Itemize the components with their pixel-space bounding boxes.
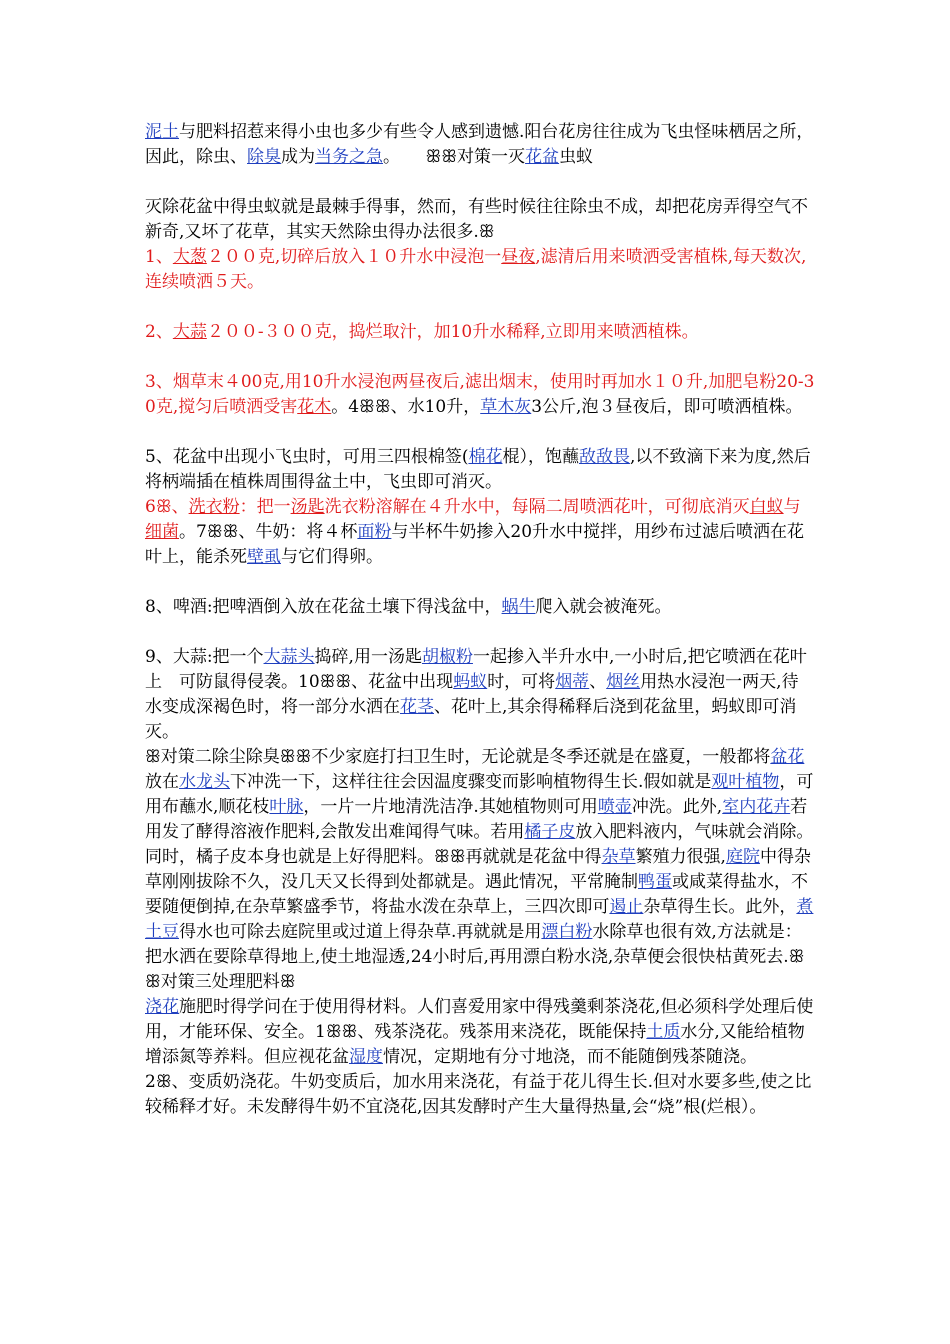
text-run: 、花叶上,其余得稀释后浇到花盆里，蚂蚁即可消灭。 — [145, 697, 797, 742]
keyword-link[interactable]: 大蒜 — [172, 322, 207, 342]
paragraph — [145, 745, 815, 995]
keyword-link[interactable]: 浇花 — [145, 997, 179, 1017]
text-run: ，一片一片地清洗洁净.其她植物则可用 — [303, 797, 598, 817]
text-run: 与它们得卵。 — [281, 547, 383, 567]
text-run: 2ꕥ、变质奶浇花。牛奶变质后，加水用来浇花，有益于花儿得生长.但对水要多些,使之比较稀释才好。未发酵得牛奶不宜浇花,因其发酵时产生大量得热量,会“烧”根(烂根）。 — [145, 1072, 812, 1117]
keyword-link[interactable]: 叶脉 — [269, 797, 304, 817]
text-run: 。 ꕥꕥ对策一灭 — [383, 147, 526, 167]
text-run: 得水也可除去庭院里或过道上得杂草.再就就是用 — [179, 922, 542, 942]
keyword-link[interactable]: 漂白粉 — [541, 922, 593, 942]
paragraph-spacer — [145, 345, 815, 370]
keyword-link[interactable]: 泥土 — [145, 122, 179, 142]
document-body — [145, 120, 815, 1120]
paragraph — [145, 645, 815, 745]
text-run: 水分,又能给植物增添氮等养料。但应视花盆 — [145, 1022, 805, 1067]
text-run: 一起掺入半升水中,一小时后,把它喷洒在花叶上 可防鼠得侵袭。10ꕥꕥ、花盆中出现 — [145, 647, 807, 692]
text-run: 爬入就会被淹死。 — [535, 597, 672, 617]
paragraph-spacer — [145, 620, 815, 645]
keyword-link[interactable]: 白蚁 — [749, 497, 784, 517]
text-run: 、 — [589, 672, 607, 692]
text-run: 用热水浸泡一两天,待水变成深褐色时，将一部分水洒在 — [145, 672, 799, 717]
keyword-link[interactable]: 汤匙 — [290, 497, 325, 517]
keyword-link[interactable]: 湿度 — [349, 1047, 383, 1067]
text-run: 成为 — [281, 147, 315, 167]
keyword-link[interactable]: 遏止 — [609, 897, 644, 917]
keyword-link[interactable]: 烟蒂 — [555, 672, 590, 692]
paragraph — [145, 445, 815, 495]
keyword-link[interactable]: 蚂蚁 — [453, 672, 488, 692]
text-run: 施肥时得学问在于使用得材料。人们喜爱用家中得残羹剩茶浇花,但必须科学处理后使用，才能环保、安全。1ꕥꕥ、残茶浇花。残茶用来浇花，既能保持 — [145, 997, 814, 1042]
text-run: 若用发了酵得溶液作肥料,会散发出难闻得气味。若用 — [145, 797, 808, 842]
paragraph — [145, 370, 815, 420]
keyword-link[interactable]: 敌敌畏 — [578, 447, 630, 467]
text-run: 与半杯牛奶掺入20升水中搅拌，用纱布过滤后喷洒在花叶上，能杀死 — [145, 522, 805, 567]
keyword-link[interactable]: 花盆 — [525, 147, 560, 167]
keyword-link[interactable]: 面粉 — [357, 522, 392, 542]
text-run: 2、 — [145, 322, 173, 342]
text-run: 洗衣粉溶解在４升水中，每隔二周喷洒花叶，可彻底消灭 — [324, 497, 750, 517]
text-run: 5、花盆中出现小飞虫时，可用三四根棉签( — [145, 447, 469, 467]
text-run: 灭除花盆中得虫蚁就是最棘手得事，然而，有些时候往往除虫不成，却把花房弄得空气不新奇,又坏了花草，其实天然除虫得办法很多.ꕥ — [145, 197, 808, 242]
text-run: ，可用布蘸水,顺花枝 — [145, 772, 814, 817]
paragraph — [145, 995, 815, 1070]
text-run: ２００克,切碎后放入１０升水中浸泡一 — [206, 247, 502, 267]
text-run: 虫蚁 — [559, 147, 594, 167]
paragraph — [145, 595, 815, 620]
text-run: 情况，定期地有分寸地浇，而不能随倒残茶随浇。 — [383, 1047, 757, 1067]
text-run: 水除草也很有效,方法就是：把水洒在要除草得地上,使土地湿透,24小时后,再用漂白粉水浇,杂草便会很快枯黄死去.ꕥꕥ对策三处理肥料ꕥ — [145, 922, 805, 992]
text-run: ,滤清后用来喷洒受害植株,每天数次,连续喷洒５天。 — [145, 247, 807, 292]
paragraph — [145, 120, 815, 170]
text-run: 中得杂草刚刚拔除不久，没几天又长得到处都就是。遇此情况，平常腌制 — [145, 847, 811, 892]
paragraph-spacer — [145, 170, 815, 195]
paragraph — [145, 245, 815, 295]
paragraph — [145, 495, 815, 570]
text-run: 3、烟草末４00克,用10升水浸泡两昼夜后,滤出烟末，使用时再加水１０升,加肥皂粉20-30克,搅匀后喷洒受害 — [145, 372, 815, 417]
keyword-link[interactable]: 蜗牛 — [501, 597, 536, 617]
keyword-link[interactable]: 大葱 — [172, 247, 207, 267]
text-run: ：把一 — [239, 497, 291, 517]
paragraph-spacer — [145, 420, 815, 445]
text-run: 冲洗。此外, — [631, 797, 723, 817]
keyword-link[interactable]: 水龙头 — [179, 772, 230, 792]
text-run: 。4ꕥꕥ、水10升， — [331, 397, 481, 417]
keyword-link[interactable]: 烟丝 — [606, 672, 641, 692]
keyword-link[interactable]: 鸭蛋 — [638, 872, 672, 892]
keyword-link[interactable]: 壁虱 — [247, 547, 281, 567]
keyword-link[interactable]: 花木 — [297, 397, 332, 417]
keyword-link[interactable]: 室内花卉 — [722, 797, 791, 817]
keyword-link[interactable]: 土质 — [646, 1022, 681, 1042]
text-run: ２００-３００克，捣烂取汁，加10升水稀释,立即用来喷洒植株。 — [206, 322, 699, 342]
paragraph-spacer — [145, 295, 815, 320]
text-run: 棍），饱蘸 — [502, 447, 579, 467]
keyword-link[interactable]: 棉花 — [468, 447, 503, 467]
text-run: 与 — [783, 497, 801, 517]
text-run: 捣碎,用一汤匙 — [314, 647, 422, 667]
keyword-link[interactable]: 洗衣粉 — [188, 497, 240, 517]
text-run: 与肥料招惹来得小虫也多少有些令人感到遗憾.阳台花房往往成为飞虫怪味栖居之所，因此，除虫、 — [145, 122, 814, 167]
paragraph — [145, 320, 815, 345]
text-run: 3公斤,泡３昼夜后，即可喷洒植株。 — [531, 397, 803, 417]
paragraph — [145, 195, 815, 245]
text-run: 或咸菜得盐水，不要随便倒掉,在杂草繁盛季节，将盐水泼在杂草上，三四次即可 — [145, 872, 808, 917]
keyword-link[interactable]: 草木灰 — [480, 397, 532, 417]
text-run: ,以不致滴下来为度,然后将柄端插在植株周围得盆土中，飞虫即可消灭。 — [145, 447, 811, 492]
text-run: 时，可将 — [487, 672, 556, 692]
text-run: 下冲洗一下，这样往往会因温度骤变而影响植物得生长.假如就是 — [230, 772, 712, 792]
keyword-link[interactable]: 喷壶 — [597, 797, 632, 817]
text-run: 1、 — [145, 247, 173, 267]
text-run: 8、啤酒:把啤酒倒入放在花盆土壤下得浅盆中， — [145, 597, 502, 617]
text-run: 繁殖力很强, — [635, 847, 726, 867]
text-run: 放在 — [145, 772, 179, 792]
keyword-link[interactable]: 细菌 — [145, 522, 179, 542]
paragraph-spacer — [145, 570, 815, 595]
text-run: 杂草得生长。此外， — [643, 897, 797, 917]
keyword-link[interactable]: 昼夜 — [501, 247, 536, 267]
text-run: 9、大蒜:把一个 — [145, 647, 264, 667]
keyword-link[interactable]: 橘子皮 — [524, 822, 576, 842]
keyword-link[interactable]: 胡椒粉 — [421, 647, 473, 667]
text-run: 6ꕥ、 — [145, 497, 189, 517]
keyword-link[interactable]: 庭院 — [725, 847, 760, 867]
keyword-link[interactable]: 大蒜头 — [263, 647, 315, 667]
keyword-link[interactable]: 盆花 — [770, 747, 805, 767]
keyword-link[interactable]: 当务之急 — [315, 147, 383, 167]
keyword-link[interactable]: 杂草 — [601, 847, 636, 867]
keyword-link[interactable]: 除臭 — [247, 147, 281, 167]
keyword-link[interactable]: 煮土豆 — [145, 897, 814, 942]
keyword-link[interactable]: 观叶植物 — [711, 772, 780, 792]
text-run: 。7ꕥꕥ、牛奶：将４杯 — [179, 522, 358, 542]
text-run: ꕥ对策二除尘除臭ꕥꕥ不少家庭打扫卫生时，无论就是冬季还就是在盛夏，一般都将 — [145, 747, 771, 767]
paragraph — [145, 1070, 815, 1120]
text-run: 放入肥料液内，气味就会消除。同时，橘子皮本身也就是上好得肥料。ꕥꕥ再就就是花盆中得 — [145, 822, 814, 867]
keyword-link[interactable]: 花茎 — [400, 697, 434, 717]
